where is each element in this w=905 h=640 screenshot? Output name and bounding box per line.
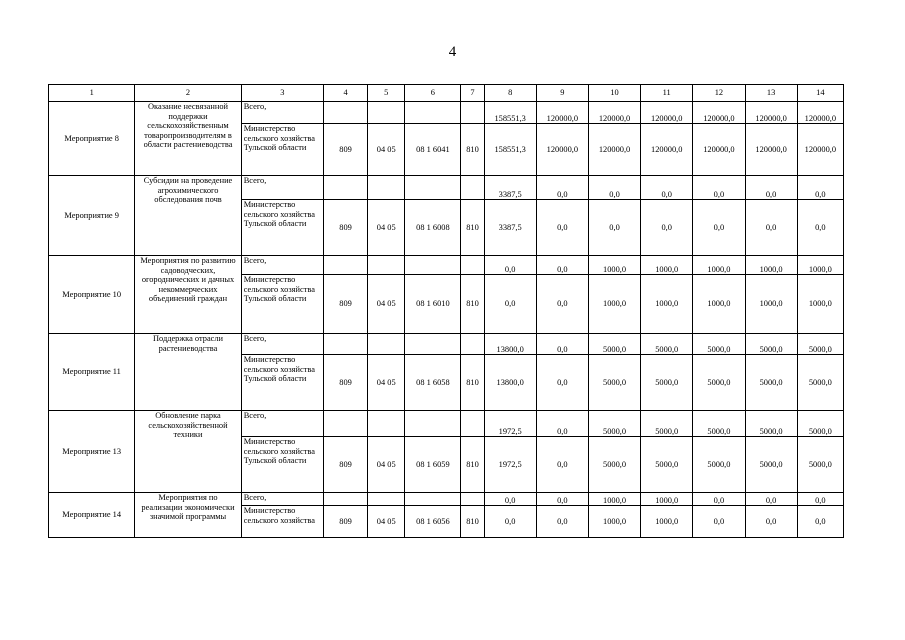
budget-code-cell: 08 1 6008 <box>405 200 461 256</box>
column-header-11: 11 <box>641 85 693 102</box>
value-cell: 1000,0 <box>693 275 745 334</box>
total-value-cell: 0,0 <box>484 493 536 506</box>
value-cell: 0,0 <box>693 506 745 538</box>
value-cell: 0,0 <box>797 506 843 538</box>
total-value-cell: 158551,3 <box>484 102 536 124</box>
empty-code-cell <box>405 493 461 506</box>
total-value-cell: 5000,0 <box>745 411 797 437</box>
measure-name: Мероприятие 8 <box>49 102 135 176</box>
value-cell: 0,0 <box>536 506 588 538</box>
total-value-cell: 0,0 <box>797 493 843 506</box>
total-value-cell: 0,0 <box>536 493 588 506</box>
value-cell: 0,0 <box>536 437 588 493</box>
measure-description: Субсидии на проведение агрохимического обследования почв <box>135 176 241 256</box>
total-value-cell: 5000,0 <box>641 411 693 437</box>
total-value-cell: 5000,0 <box>693 334 745 355</box>
column-header-9: 9 <box>536 85 588 102</box>
value-cell: 0,0 <box>693 200 745 256</box>
total-value-cell: 0,0 <box>745 493 797 506</box>
measure-description: Мероприятия по развитию садоводческих, огороднических и дачных некоммерческих объединений граждан <box>135 256 241 334</box>
total-value-cell: 0,0 <box>641 176 693 200</box>
value-cell: 5000,0 <box>693 355 745 411</box>
column-header-14: 14 <box>797 85 843 102</box>
value-cell: 5000,0 <box>693 437 745 493</box>
empty-code-cell <box>461 176 484 200</box>
column-header-7: 7 <box>461 85 484 102</box>
column-header-3: 3 <box>241 85 323 102</box>
budget-code-cell: 810 <box>461 355 484 411</box>
total-value-cell: 120000,0 <box>797 102 843 124</box>
empty-code-cell <box>368 176 405 200</box>
total-value-cell: 120000,0 <box>641 102 693 124</box>
total-value-cell: 3387,5 <box>484 176 536 200</box>
budget-code-cell: 04 05 <box>368 506 405 538</box>
total-label: Всего, <box>241 411 323 437</box>
budget-code-cell: 810 <box>461 275 484 334</box>
total-value-cell: 5000,0 <box>797 411 843 437</box>
table-row-total <box>49 176 844 200</box>
total-value-cell: 0,0 <box>745 176 797 200</box>
measure-description: Мероприятия по реализации экономически значимой программы <box>135 493 241 538</box>
page-number: 4 <box>448 44 457 60</box>
value-cell: 0,0 <box>484 506 536 538</box>
table-row-total <box>49 334 844 355</box>
value-cell: 120000,0 <box>536 124 588 176</box>
budget-code-cell: 809 <box>324 437 368 493</box>
value-cell: 1000,0 <box>797 275 843 334</box>
budget-code-cell: 04 05 <box>368 124 405 176</box>
column-header-4: 4 <box>324 85 368 102</box>
value-cell: 0,0 <box>641 200 693 256</box>
empty-code-cell <box>368 334 405 355</box>
budget-code-cell: 810 <box>461 437 484 493</box>
value-cell: 0,0 <box>588 200 640 256</box>
budget-code-cell: 809 <box>324 275 368 334</box>
total-value-cell: 5000,0 <box>693 411 745 437</box>
budget-code-cell: 809 <box>324 200 368 256</box>
empty-code-cell <box>405 176 461 200</box>
empty-code-cell <box>405 334 461 355</box>
value-cell: 120000,0 <box>641 124 693 176</box>
empty-code-cell <box>324 256 368 275</box>
table-row-total <box>49 102 844 124</box>
measure-name: Мероприятие 13 <box>49 411 135 493</box>
total-value-cell: 1000,0 <box>745 256 797 275</box>
budget-code-cell: 810 <box>461 124 484 176</box>
value-cell: 0,0 <box>745 200 797 256</box>
total-value-cell: 0,0 <box>484 256 536 275</box>
value-cell: 0,0 <box>536 200 588 256</box>
value-cell: 0,0 <box>536 355 588 411</box>
table-body <box>49 102 844 538</box>
value-cell: 1972,5 <box>484 437 536 493</box>
total-value-cell: 5000,0 <box>745 334 797 355</box>
value-cell: 1000,0 <box>641 275 693 334</box>
total-value-cell: 0,0 <box>536 256 588 275</box>
value-cell: 0,0 <box>797 200 843 256</box>
total-value-cell: 1000,0 <box>641 493 693 506</box>
total-value-cell: 0,0 <box>693 493 745 506</box>
total-label: Всего, <box>241 102 323 124</box>
empty-code-cell <box>405 102 461 124</box>
value-cell: 5000,0 <box>745 437 797 493</box>
measure-name: Мероприятие 14 <box>49 493 135 538</box>
empty-code-cell <box>461 493 484 506</box>
value-cell: 3387,5 <box>484 200 536 256</box>
column-header-13: 13 <box>745 85 797 102</box>
empty-code-cell <box>324 176 368 200</box>
value-cell: 0,0 <box>536 275 588 334</box>
ministry-label: Министерство сельского хозяйства Тульской области <box>241 124 323 176</box>
budget-code-cell: 08 1 6056 <box>405 506 461 538</box>
ministry-label: Министерство сельского хозяйства Тульской области <box>241 437 323 493</box>
value-cell: 0,0 <box>484 275 536 334</box>
program-table <box>48 84 844 538</box>
empty-code-cell <box>461 256 484 275</box>
empty-code-cell <box>324 493 368 506</box>
empty-code-cell <box>368 256 405 275</box>
total-value-cell: 1972,5 <box>484 411 536 437</box>
total-value-cell: 0,0 <box>588 176 640 200</box>
column-header-8: 8 <box>484 85 536 102</box>
header-row <box>49 85 844 102</box>
measure-name: Мероприятие 10 <box>49 256 135 334</box>
empty-code-cell <box>461 334 484 355</box>
measure-description: Поддержка отрасли растениеводства <box>135 334 241 411</box>
total-value-cell: 5000,0 <box>588 334 640 355</box>
total-value-cell: 0,0 <box>693 176 745 200</box>
empty-code-cell <box>368 102 405 124</box>
budget-code-cell: 04 05 <box>368 355 405 411</box>
budget-code-cell: 809 <box>324 506 368 538</box>
total-label: Всего, <box>241 493 323 506</box>
total-value-cell: 5000,0 <box>641 334 693 355</box>
value-cell: 5000,0 <box>745 355 797 411</box>
total-label: Всего, <box>241 176 323 200</box>
total-value-cell: 1000,0 <box>641 256 693 275</box>
value-cell: 120000,0 <box>588 124 640 176</box>
value-cell: 1000,0 <box>745 275 797 334</box>
total-value-cell: 13800,0 <box>484 334 536 355</box>
total-value-cell: 0,0 <box>536 176 588 200</box>
budget-code-cell: 04 05 <box>368 437 405 493</box>
ministry-label: Министерство сельского хозяйства Тульской области <box>241 355 323 411</box>
budget-code-cell: 810 <box>461 200 484 256</box>
budget-code-cell: 809 <box>324 355 368 411</box>
table-row-total <box>49 493 844 506</box>
empty-code-cell <box>368 493 405 506</box>
value-cell: 1000,0 <box>588 275 640 334</box>
empty-code-cell <box>324 411 368 437</box>
empty-code-cell <box>405 411 461 437</box>
empty-code-cell <box>461 102 484 124</box>
column-header-10: 10 <box>588 85 640 102</box>
total-value-cell: 120000,0 <box>588 102 640 124</box>
column-header-12: 12 <box>693 85 745 102</box>
total-value-cell: 120000,0 <box>745 102 797 124</box>
value-cell: 0,0 <box>745 506 797 538</box>
budget-code-cell: 08 1 6041 <box>405 124 461 176</box>
value-cell: 5000,0 <box>588 437 640 493</box>
total-value-cell: 5000,0 <box>797 334 843 355</box>
empty-code-cell <box>324 334 368 355</box>
budget-code-cell: 08 1 6059 <box>405 437 461 493</box>
value-cell: 5000,0 <box>588 355 640 411</box>
measure-description: Обновление парка сельскохозяйственной техники <box>135 411 241 493</box>
empty-code-cell <box>461 411 484 437</box>
total-value-cell: 0,0 <box>536 334 588 355</box>
value-cell: 120000,0 <box>797 124 843 176</box>
measure-name: Мероприятие 9 <box>49 176 135 256</box>
value-cell: 5000,0 <box>641 355 693 411</box>
ministry-label: Министерство сельского хозяйства Тульской области <box>241 275 323 334</box>
total-value-cell: 5000,0 <box>588 411 640 437</box>
column-header-5: 5 <box>368 85 405 102</box>
column-header-2: 2 <box>135 85 241 102</box>
table-row-total <box>49 256 844 275</box>
total-label: Всего, <box>241 334 323 355</box>
total-value-cell: 120000,0 <box>693 102 745 124</box>
measure-description: Оказание несвязанной поддержки сельскохозяйственным товаропроизводителям в области растениеводства <box>135 102 241 176</box>
empty-code-cell <box>324 102 368 124</box>
value-cell: 5000,0 <box>641 437 693 493</box>
value-cell: 1000,0 <box>588 506 640 538</box>
value-cell: 5000,0 <box>797 355 843 411</box>
empty-code-cell <box>368 411 405 437</box>
measure-name: Мероприятие 11 <box>49 334 135 411</box>
budget-code-cell: 809 <box>324 124 368 176</box>
total-value-cell: 1000,0 <box>588 493 640 506</box>
total-label: Всего, <box>241 256 323 275</box>
total-value-cell: 1000,0 <box>693 256 745 275</box>
value-cell: 5000,0 <box>797 437 843 493</box>
column-header-1: 1 <box>49 85 135 102</box>
empty-code-cell <box>405 256 461 275</box>
value-cell: 13800,0 <box>484 355 536 411</box>
budget-code-cell: 810 <box>461 506 484 538</box>
value-cell: 1000,0 <box>641 506 693 538</box>
budget-code-cell: 08 1 6010 <box>405 275 461 334</box>
value-cell: 120000,0 <box>745 124 797 176</box>
total-value-cell: 0,0 <box>797 176 843 200</box>
value-cell: 120000,0 <box>693 124 745 176</box>
column-header-6: 6 <box>405 85 461 102</box>
ministry-label: Министерство сельского хозяйства <box>241 506 323 538</box>
total-value-cell: 0,0 <box>536 411 588 437</box>
budget-code-cell: 04 05 <box>368 200 405 256</box>
budget-code-cell: 04 05 <box>368 275 405 334</box>
total-value-cell: 120000,0 <box>536 102 588 124</box>
budget-code-cell: 08 1 6058 <box>405 355 461 411</box>
ministry-label: Министерство сельского хозяйства Тульской области <box>241 200 323 256</box>
total-value-cell: 1000,0 <box>588 256 640 275</box>
table-row-total <box>49 411 844 437</box>
total-value-cell: 1000,0 <box>797 256 843 275</box>
value-cell: 158551,3 <box>484 124 536 176</box>
